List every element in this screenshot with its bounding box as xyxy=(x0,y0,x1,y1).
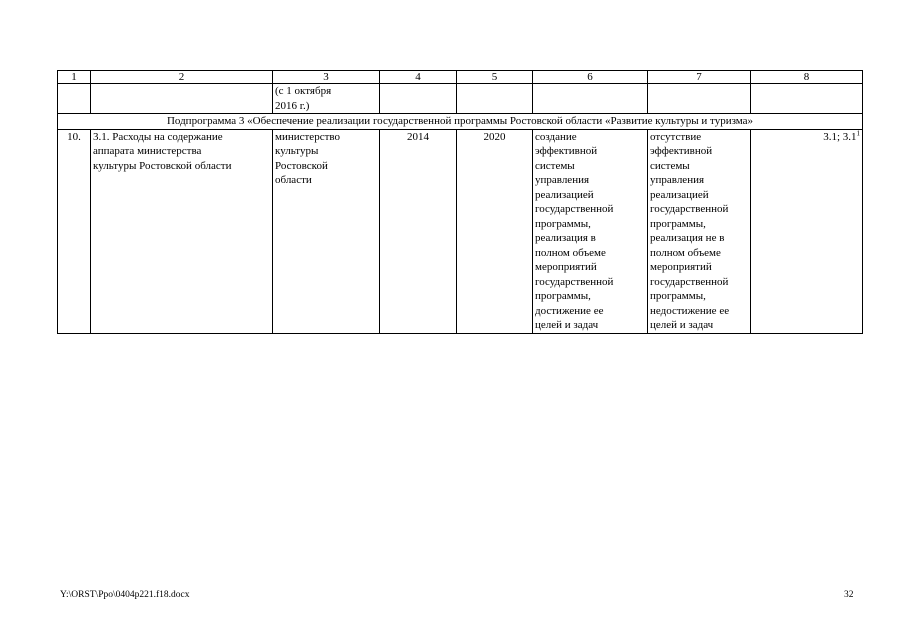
non-implementation-consequences: отсутствие эффективной системы управления реализацией государственной программы, реализация не в полном объеме мероприятий государственной программы, недостижение ее целей и задач xyxy=(648,129,751,333)
column-number: 3 xyxy=(273,71,380,84)
column-number: 7 xyxy=(648,71,751,84)
end-year: 2020 xyxy=(457,129,533,333)
column-number: 1 xyxy=(58,71,91,84)
executor: министерство культуры Ростовской области xyxy=(273,129,380,333)
program-measures-table xyxy=(57,70,863,334)
column-number: 6 xyxy=(533,71,648,84)
indicator-links xyxy=(751,129,863,333)
subprogram-title: Подпрограмма 3 «Обеспечение реализации государственной программы Ростовской области «Развитие культуры и туризма» xyxy=(58,114,863,130)
column-number: 8 xyxy=(751,71,863,84)
column-number: 2 xyxy=(91,71,273,84)
empty-cell xyxy=(380,84,457,114)
empty-cell xyxy=(58,84,91,114)
empty-cell xyxy=(533,84,648,114)
table-row xyxy=(58,129,863,333)
empty-cell xyxy=(751,84,863,114)
empty-cell xyxy=(91,84,273,114)
file-path: Y:\ORST\Ppo\0404p221.f18.docx xyxy=(60,590,190,600)
subprogram-row xyxy=(58,114,863,130)
column-number: 5 xyxy=(457,71,533,84)
start-year: 2014 xyxy=(380,129,457,333)
indicator-superscript: 1 xyxy=(856,128,860,137)
measure-name: 3.1. Расходы на содержание аппарата министерства культуры Ростовской области xyxy=(91,129,273,333)
column-number-row xyxy=(58,71,863,84)
row-number: 10. xyxy=(58,129,91,333)
indicator-text: 3.1; 3.1 xyxy=(823,130,857,143)
page-number: 32 xyxy=(844,590,854,600)
empty-cell xyxy=(457,84,533,114)
executor-continuation: (с 1 октября 2016 г.) xyxy=(273,84,380,114)
expected-result: создание эффективной системы управления реализацией государственной программы, реализация в полном объеме мероприятий государственной программы, достижение ее целей и задач xyxy=(533,129,648,333)
column-number: 4 xyxy=(380,71,457,84)
empty-cell xyxy=(648,84,751,114)
continuation-row xyxy=(58,84,863,114)
